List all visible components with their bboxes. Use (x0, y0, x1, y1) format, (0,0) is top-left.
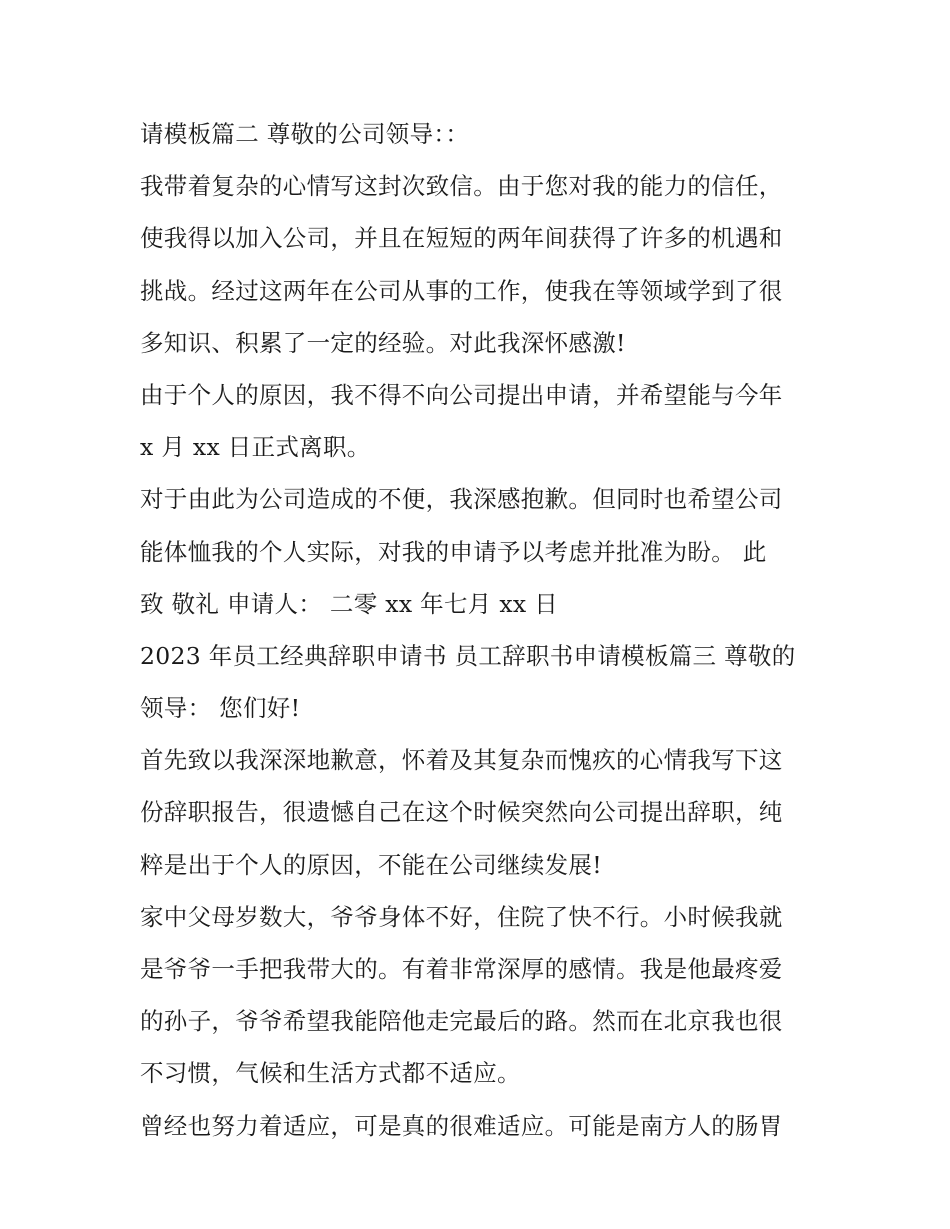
text-line: 挑战。经过这两年在公司从事的工作，使我在等领域学到了很 (140, 276, 783, 305)
text-line: 的孙子，爷爷希望我能陪他走完最后的路。然而在北京我也很 (140, 1007, 783, 1036)
document-body (140, 108, 820, 1152)
text-line: 不习惯，气候和生活方式都不适应。 (140, 1059, 521, 1088)
text-line: 家中父母岁数大，爷爷身体不好，住院了快不行。小时候我就 (140, 902, 783, 931)
text-line: 领导： 您们好! (140, 694, 301, 723)
text-line: 是爷爷一手把我带大的。有着非常深厚的感情。我是他最疼爱 (140, 955, 783, 983)
text-line: 对于由此为公司造成的不便，我深感抱歉。但同时也希望公司 (140, 485, 783, 514)
text-line: 2023 年员工经典辞职申请书 员工辞职书申请模板篇三 尊敬的 (140, 641, 796, 670)
text-line: 多知识、积累了一定的经验。对此我深怀感激! (140, 328, 626, 357)
text-line: 能体恤我的个人实际，对我的申请予以考虑并批准为盼。 此 (140, 537, 767, 566)
text-line: 我带着复杂的心情写这封次致信。由于您对我的能力的信任， (140, 172, 783, 201)
text-line: 曾经也努力着适应，可是真的很难适应。可能是南方人的肠胃 (140, 1111, 783, 1140)
text-line: 由于个人的原因，我不得不向公司提出申请，并希望能与今年 (140, 380, 783, 409)
text-line: x 月 xx 日正式离职。 (140, 433, 371, 462)
text-line: 粹是出于个人的原因，不能在公司继续发展! (140, 850, 602, 879)
text-line: 致 敬礼 申请人： 二零 xx 年七月 xx 日 (140, 589, 559, 618)
text-line: 请模板篇二 尊敬的公司领导：： (140, 120, 470, 148)
text-line: 首先致以我深深地歉意，怀着及其复杂而愧疚的心情我写下这 (140, 746, 783, 775)
text-line: 使我得以加入公司，并且在短短的两年间获得了许多的机遇和 (140, 224, 783, 253)
text-line: 份辞职报告，很遗憾自己在这个时候突然向公司提出辞职，纯 (140, 798, 783, 827)
